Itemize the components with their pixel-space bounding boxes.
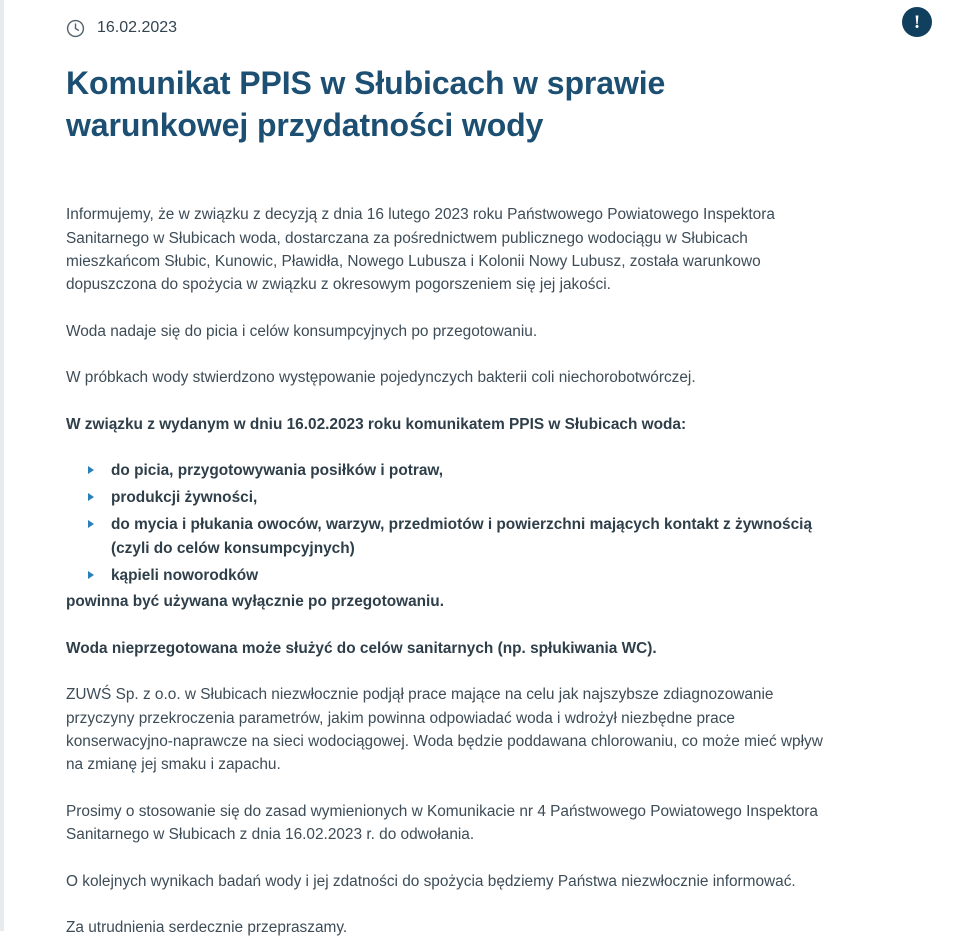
article-body xyxy=(66,203,838,939)
clock-icon xyxy=(66,19,85,38)
list-item: do mycia i płukania owoców, warzyw, przedmiotów i powierzchni mających kontakt z żywnością (czyli do celów konsumpcyjnych) xyxy=(88,513,838,561)
paragraph-updates: O kolejnych wynikach badań wody i jej zdatności do spożycia będziemy Państwa niezwłocznie informować. xyxy=(66,872,796,890)
alert-badge-symbol: ! xyxy=(913,11,921,33)
exclamation-icon xyxy=(902,7,932,37)
usage-list xyxy=(66,459,838,587)
paragraph-works: ZUWŚ Sp. z o.o. w Słubicach niezwłocznie podjął prace mające na celu jak najszybsze zdiagnozowanie przyczyny przekroczenia parametrów, jakim powinna odpowiadać woda i wdrożył niezbędne prace konserwacyjno-naprawcze na sieci wodociągowej. Woda będzie poddawana chlorowaniu, co może mieć wpływ na zmianę jej smaku i zapachu. xyxy=(66,686,823,774)
publish-date: 16.02.2023 xyxy=(97,19,178,36)
list-intro: W związku z wydanym w dniu 16.02.2023 roku komunikatem PPIS w Słubicach woda: xyxy=(66,415,687,433)
paragraph-intro: Informujemy, że w związku z decyzją z dnia 16 lutego 2023 roku Państwowego Powiatowego Inspektora Sanitarnego w Słubicach woda, dostarczana za pośrednictwem publicznego wodociągu w Słubicach mieszkańcom Słubic, Kunowic, Pławidła, Nowego Lubusza i Kolonii Nowy Lubusz, została warunkowo dopuszczona do spożycia w związku z okresowym pogorszeniem się jej jakości. xyxy=(66,206,775,294)
paragraph-apology: Za utrudnienia serdecznie przepraszamy. xyxy=(66,919,348,937)
list-item: produkcji żywności, xyxy=(88,486,838,510)
article-meta xyxy=(66,0,920,43)
page-title: Komunikat PPIS w Słubicach w sprawie warunkowej przydatności wody xyxy=(66,65,666,143)
paragraph-boil-requirement: powinna być używana wyłącznie po przegotowaniu. xyxy=(66,593,444,611)
paragraph-samples: W próbkach wody stwierdzono występowanie pojedynczych bakterii coli niechorobotwórczej. xyxy=(66,369,696,387)
list-item: do picia, przygotowywania posiłków i potraw, xyxy=(88,459,838,483)
paragraph-sanitary-use: Woda nieprzegotowana może służyć do celów sanitarnych (np. spłukiwania WC). xyxy=(66,639,657,657)
list-item: kąpieli noworodków xyxy=(88,564,838,588)
paragraph-boiling: Woda nadaje się do picia i celów konsumpcyjnych po przegotowaniu. xyxy=(66,322,538,340)
paragraph-rules: Prosimy o stosowanie się do zasad wymienionych w Komunikacie nr 4 Państwowego Powiatowego Inspektora Sanitarnego w Słubicach z dnia 16.02.2023 r. do odwołania. xyxy=(66,802,818,844)
